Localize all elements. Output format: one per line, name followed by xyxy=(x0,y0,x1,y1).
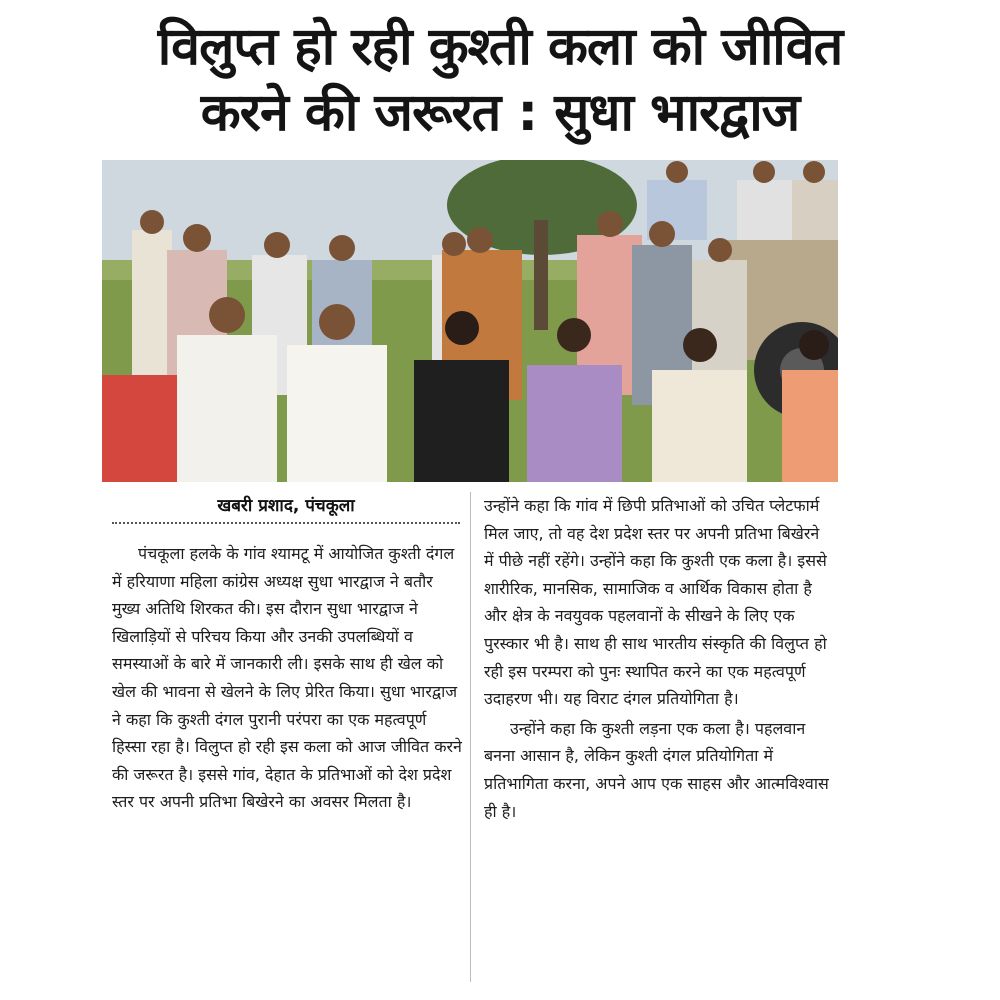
column-divider xyxy=(470,492,471,982)
article-paragraph: उन्होंने कहा कि कुश्ती लड़ना एक कला है। पहलवान बनना आसान है, लेकिन कुश्ती दंगल प्रतियोगिता में प्रतिभागिता करना, अपने आप एक साहस और आत्मविश्वास ही है। xyxy=(484,718,829,821)
byline: खबरी प्रशाद, पंचकूला xyxy=(217,496,355,516)
article-paragraph: उन्होंने कहा कि गांव में छिपी प्रतिभाओं को उचित प्लेटफार्म मिल जाए, तो वह देश प्रदेश स्तर पर अपनी प्रतिभा बिखेरने में पीछे नहीं रहेंगे। उन्होंने कहा कि कुश्ती एक कला है। इससे शारीरिक, मानसिक, सामाजिक व आर्थिक विकास होता है और क्षेत्र के नवयुवक पहलवानों के सीखने के लिए एक पुरस्कार भी है। साथ ही साथ भारतीय संस्कृति की विलुप्त हो रही इस परम्परा को पुनः स्थापित करने का एक महत्वपूर्ण उदाहरण भी। यह विराट दंगल प्रतियोगिता है। xyxy=(484,496,827,709)
headline xyxy=(60,14,940,146)
photo-icon xyxy=(102,160,838,482)
byline-divider xyxy=(112,522,460,524)
headline-line-1: विलुप्त हो रही कुश्ती कला को जीवित xyxy=(157,17,843,77)
article-column-right xyxy=(484,492,832,825)
article-paragraph: पंचकूला हलके के गांव श्यामटू में आयोजित कुश्ती दंगल में हरियाणा महिला कांग्रेस अध्यक्ष सुधा भारद्वाज ने बतौर मुख्य अतिथि शिरकत की। इस दौरान सुधा भारद्वाज ने खिलाड़ियों से परिचय किया और उनकी उपलब्धियों व समस्याओं के बारे में जानकारी ली। इसके साथ ही खेल को खेल की भावना से खेलने के लिए प्रेरित किया। सुधा भारद्वाज ने कहा कि कुश्ती दंगल पुरानी परंपरा का एक महत्वपूर्ण हिस्सा रहा है। विलुप्त हो रही इस कला को आज जीवित करने की जरूरत है। इससे गांव, देहात के प्रतिभाओं को देश प्रदेश स्तर पर अपनी प्रतिभा बिखेरने का अवसर मिलता है। xyxy=(112,544,462,812)
news-photo xyxy=(102,160,838,482)
article-column-left xyxy=(112,540,462,816)
headline-line-2: करने की जरूरत : सुधा भारद्वाज xyxy=(200,83,800,143)
